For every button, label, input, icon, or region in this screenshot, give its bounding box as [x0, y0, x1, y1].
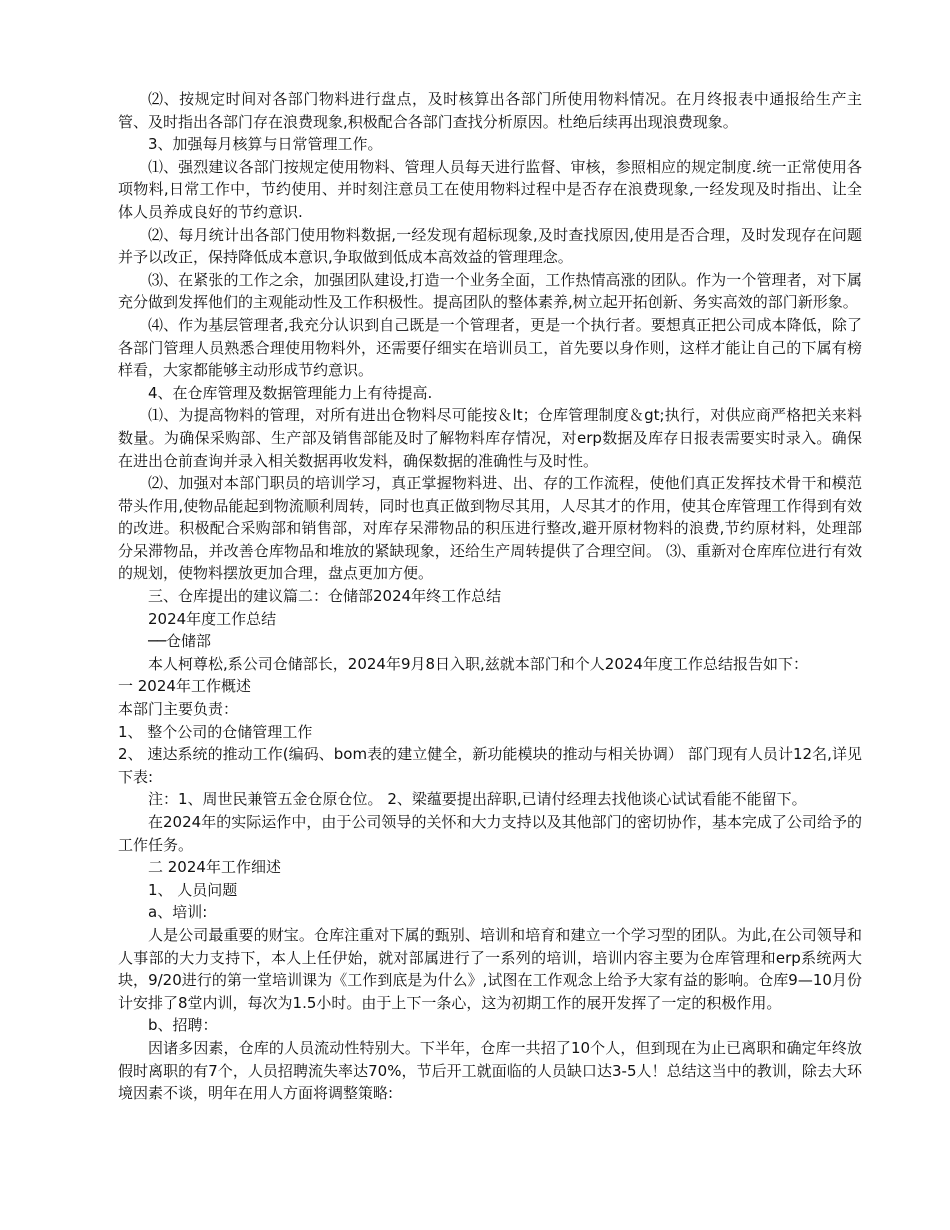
paragraph-recruitment-details: 因诸多因素，仓库的人员流动性特别大。下半年，仓库一共招了10个人，但到现在为止已离职和确定年终放假时离职的有7个，人员招聘流失率达70%，节后开工就面临的人员缺口达3-5人！总结这当中的教训，除去大环境因素不谈，明年在用人方面将调整策略:: [118, 1038, 862, 1103]
subheading-training: a、培训:: [148, 903, 208, 922]
heading-monthly-accounting: 3、加强每月核算与日常管理工作。: [148, 135, 383, 154]
paragraph-staff-training: ⑵、加强对本部门职员的培训学习，真正掌握物料进、出、存的工作流程，使他们真正发挥技术骨干和模范带头作用,使物品能起到物流顺利周转，同时也真正做到物尽其用，人尽其才的作用，使其仓库管理工作得到有效的改进。积极配合采购部和销售部，对库存呆滞物品的积压进行整改,避开原材物料的浪费,节约原材料，处理部分呆滞物品，并改善仓库物品和堆放的紧缺现象，还给生产周转提供了合理空间。 ⑶、重新对仓库库位进行有效的规划，使物料摆放更加合理，盘点更加方便。: [118, 474, 862, 583]
paragraph-material-management: ⑴、为提高物料的管理，对所有进出仓物料尽可能按＆lt；仓库管理制度＆gt;执行，对供应商严格把关来料数量。为确保采购部、生产部及销售部能及时了解物料库存情况，对erp数据及库存日报表需要实时录入。确保在进出仓前查询并录入相关数据再收发料，确保数据的准确性与及时性。: [118, 406, 862, 470]
document-page: [118, 88, 862, 1105]
paragraph-introduction: 本人柯尊松,系公司仓储部长，2024年9月8日入职,兹就本部门和个人2024年度工作总结报告如下：: [148, 654, 808, 673]
heading-work-overview: 一 2024年工作概述: [118, 677, 251, 696]
paragraph-actual-operation: 在2024年的实际运作中，由于公司领导的关怀和大力支持以及其他部门的密切协作，基本完成了公司给予的工作任务。: [118, 813, 862, 854]
heading-personnel-issues: 1、 人员问题: [148, 880, 238, 899]
paragraph-grassroots-manager: ⑷、作为基层管理者,我充分认识到自己既是一个管理者，更是一个执行者。要想真正把公司成本降低，除了各部门管理人员熟悉合理使用物料外，还需要仔细实在培训员工，首先要以身作则，这样才能让自己的下属有榜样看，大家都能够主动形成节约意识。: [118, 315, 862, 380]
paragraph-note: 注：1、周世民兼管五金仓原仓位。 2、梁蕴要提出辞职,已请付经理去找他谈心试试看能不能留下。: [148, 790, 807, 809]
paragraph-material-usage-rules: ⑴、强烈建议各部门按规定使用物料、管理人员每天进行监督、审核，参照相应的规定制度.统一正常使用各项物料,日常工作中，节约使用、并时刻注意员工在使用物料过程中是否存在浪费现象,一经发现及时指出、让全体人员养成良好的节约意识.: [118, 157, 862, 221]
report-title: 2024年度工作总结: [148, 609, 277, 628]
paragraph-training-details: 人是公司最重要的财宝。仓库注重对下属的甄别、培训和培育和建立一个学习型的团队。为此,在公司领导和人事部的大力支持下，本人上任伊始，就对部属进行了一系列的培训，培训内容主要为仓库管理和erp系统两大块，9/20进行的第一堂培训课为《工作到底是为什么》,试图在工作观念上给予大家有益的影响。仓库9—10月份计安排了8堂内训，每次为1.5小时。由于上下一条心，这为初期工作的展开发挥了一定的积极作用。: [118, 925, 862, 1012]
list-item-warehouse-management: 1、 整个公司的仓储管理工作: [118, 722, 313, 741]
subheading-recruitment: b、招聘：: [148, 1016, 218, 1035]
heading-warehouse-data-management: 4、在仓库管理及数据管理能力上有待提高.: [148, 383, 433, 402]
report-department: ──仓储部: [148, 632, 212, 651]
paragraph-team-building: ⑶、在紧张的工作之余，加强团队建设,打造一个业务全面，工作热情高涨的团队。作为一个管理者，对下属充分做到发挥他们的主观能动性及工作积极性。提高团队的整体素养,树立起开拓创新、务实高效的部门新形象。: [118, 270, 862, 312]
paragraph-monthly-statistics: ⑵、每月统计出各部门使用物料数据,一经发现有超标现象,及时查找原因,使用是否合理，及时发现存在问题并予以改正，保持降低成本意识,争取做到低成本高效益的管理理念。: [118, 225, 862, 267]
paragraph-responsibilities-intro: 本部门主要负责：: [118, 700, 239, 719]
list-item-system-promotion: 2、 速达系统的推动工作(编码、bom表的建立健全，新功能模块的推动与相关协调） 部门现有人员计12名,详见下表:: [118, 745, 862, 786]
heading-warehouse-suggestions: 三、仓库提出的建议篇二：仓储部2024年终工作总结: [148, 587, 502, 606]
heading-work-details: 二 2024年工作细述: [148, 858, 281, 877]
paragraph-inventory-check: ⑵、按规定时间对各部门物料进行盘点，及时核算出各部门所使用物料情况。在月终报表中通报给生产主管、及时指出各部门存在浪费现象,积极配合各部门查找分析原因。杜绝后续再出现浪费现象。: [118, 90, 862, 131]
